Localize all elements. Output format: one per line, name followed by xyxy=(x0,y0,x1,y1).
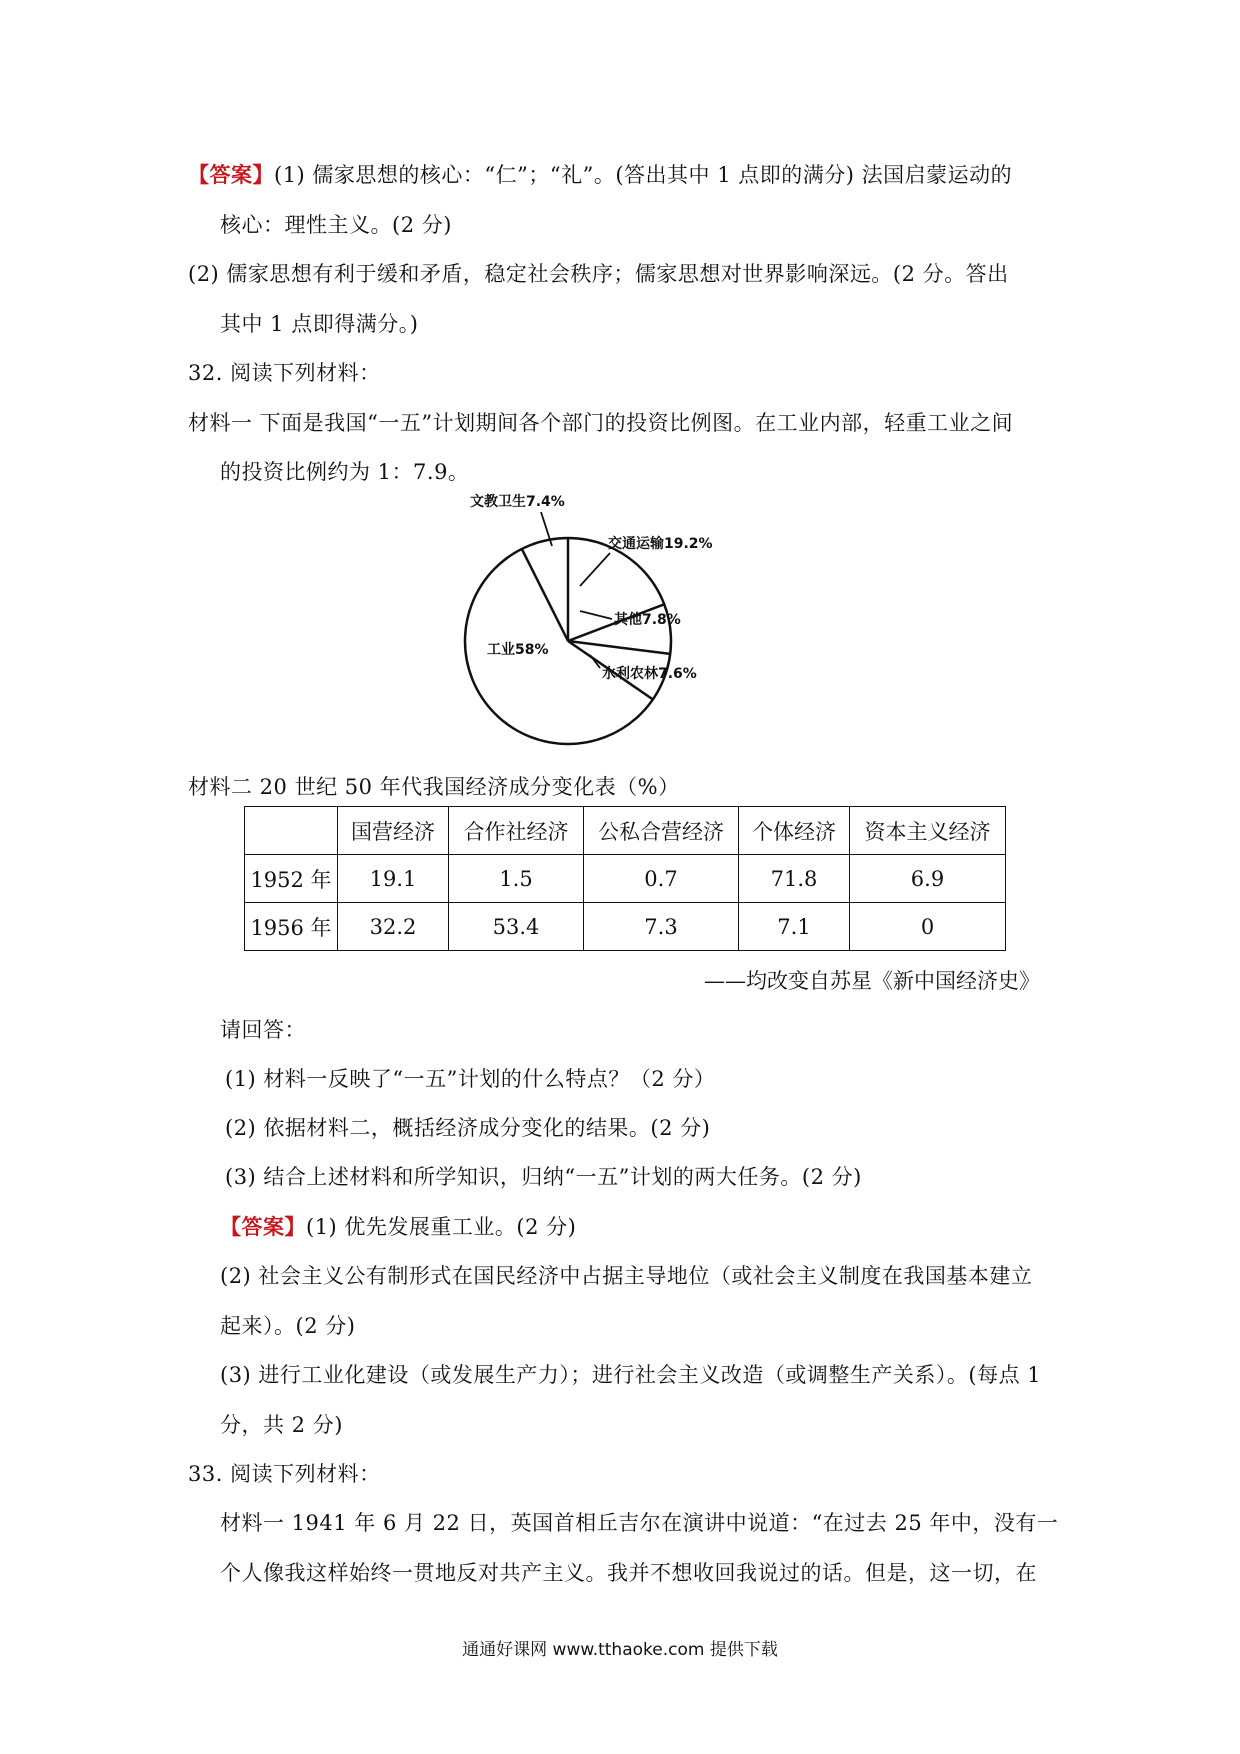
table-header-cell xyxy=(245,807,338,855)
q32-material2-title: 材料二 20 世纪 50 年代我国经济成分变化表（%） xyxy=(188,775,680,799)
answer-tag: 【答案】 xyxy=(220,1214,306,1239)
table-header-row xyxy=(245,807,1006,855)
table-cell: 32.2 xyxy=(338,903,449,951)
table-cell: 7.3 xyxy=(584,903,739,951)
pie-slice-label: 交通运输19.2% xyxy=(608,536,713,552)
q33-material1-line1: 材料一 1941 年 6 月 22 日，英国首相丘吉尔在演讲中说道：“在过去 25 年中，没有一 xyxy=(220,1511,1059,1535)
table-cell: 1956 年 xyxy=(245,903,338,951)
q31-answer-line4: 其中 1 点即得满分。) xyxy=(220,312,419,336)
table-cell: 0.7 xyxy=(584,855,739,903)
pie-svg xyxy=(440,490,840,752)
pie-slice-label: 工业58% xyxy=(487,642,549,658)
table-row xyxy=(245,903,1006,951)
pie-slice-label: 文教卫生7.4% xyxy=(470,494,565,510)
table-cell: 53.4 xyxy=(449,903,584,951)
q32-answer3-line2: 分，共 2 分) xyxy=(220,1413,343,1437)
q32-material1-line2: 的投资比例约为 1：7.9。 xyxy=(220,460,470,484)
q32-prompt: 请回答： xyxy=(220,1018,306,1042)
table-cell: 71.8 xyxy=(739,855,850,903)
q32-material1-line1: 材料一 下面是我国“一五”计划期间各个部门的投资比例图。在工业内部，轻重工业之间 xyxy=(188,411,1014,435)
table-cell: 1.5 xyxy=(449,855,584,903)
q32-answer2-line2: 起来）。(2 分) xyxy=(220,1314,356,1338)
investment-pie-chart xyxy=(440,490,840,752)
answer-tag: 【答案】 xyxy=(188,162,274,187)
q32-answer-text1: (1) 优先发展重工业。(2 分) xyxy=(306,1215,577,1239)
q32-sub-question-2: (2) 依据材料二，概括经济成分变化的结果。(2 分) xyxy=(225,1116,711,1140)
q31-answer-text1: (1) 儒家思想的核心：“仁”；“礼”。(答出其中 1 点即的满分) 法国启蒙运动的 xyxy=(274,163,1013,187)
pie-slice-label: 水利农林7.6% xyxy=(602,666,697,682)
table-cell: 7.1 xyxy=(739,903,850,951)
table-header-cell: 资本主义经济 xyxy=(850,807,1006,855)
table-cell: 1952 年 xyxy=(245,855,338,903)
q32-answer2-line1: (2) 社会主义公有制形式在国民经济中占据主导地位（或社会主义制度在我国基本建立 xyxy=(220,1264,1033,1288)
table-source-citation: ——均改变自苏星《新中国经济史》 xyxy=(704,969,1040,993)
q31-answer-line2: 核心：理性主义。(2 分) xyxy=(220,213,452,237)
q31-answer-line3: (2) 儒家思想有利于缓和矛盾，稳定社会秩序；儒家思想对世界影响深远。(2 分。答出 xyxy=(188,262,1009,286)
table-header-cell: 公私合营经济 xyxy=(584,807,739,855)
table-cell: 19.1 xyxy=(338,855,449,903)
q32-sub-question-1: (1) 材料一反映了“一五”计划的什么特点？（2 分） xyxy=(225,1067,716,1091)
page-footer: 通通好课网 www.tthaoke.com 提供下载 xyxy=(462,1640,778,1660)
pie-slice-label: 其他7.8% xyxy=(614,612,681,628)
q33-heading: 33. 阅读下列材料： xyxy=(188,1462,381,1486)
table-cell: 6.9 xyxy=(850,855,1006,903)
q32-heading: 32. 阅读下列材料： xyxy=(188,361,381,385)
q31-answer-line1 xyxy=(188,160,1012,190)
q33-material1-line2: 个人像我这样始终一贯地反对共产主义。我并不想收回我说过的话。但是，这一切，在 xyxy=(220,1561,1037,1585)
q32-sub-question-3: (3) 结合上述材料和所学知识，归纳“一五”计划的两大任务。(2 分) xyxy=(225,1165,862,1189)
table-header-cell: 国营经济 xyxy=(338,807,449,855)
table-row xyxy=(245,855,1006,903)
table-header-cell: 个体经济 xyxy=(739,807,850,855)
q32-answer3-line1: (3) 进行工业化建设（或发展生产力）；进行社会主义改造（或调整生产关系）。(每点 1 xyxy=(220,1363,1042,1387)
table-cell: 0 xyxy=(850,903,1006,951)
economy-composition-table xyxy=(244,806,1006,951)
q32-answer-line1 xyxy=(220,1212,576,1242)
table-header-cell: 合作社经济 xyxy=(449,807,584,855)
